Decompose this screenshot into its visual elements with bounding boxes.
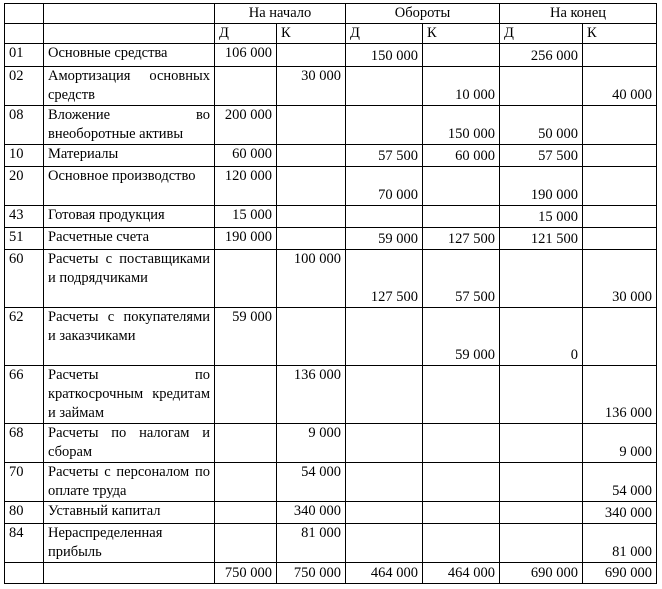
cell-start-credit: 136 000 — [277, 366, 346, 424]
table-row — [5, 250, 657, 308]
cell-turnover-debit: 59 000 — [346, 228, 423, 250]
account-name: Нераспределенная прибыль — [44, 524, 215, 563]
account-name: Расчеты с персоналом по оплате труда — [44, 463, 215, 502]
header-turnover-credit: К — [423, 24, 500, 44]
cell-start-debit — [215, 463, 277, 502]
table-row — [5, 502, 657, 524]
header-start-credit: К — [277, 24, 346, 44]
account-code: 66 — [5, 366, 44, 424]
cell-end-debit: 121 500 — [500, 228, 583, 250]
totals-blank-code — [5, 563, 44, 584]
cell-turnover-debit — [346, 366, 423, 424]
account-name: Вложение во внеоборотные активы — [44, 106, 215, 145]
cell-turnover-debit: 127 500 — [346, 250, 423, 308]
account-name: Расчеты по краткосрочным кредитам и займам — [44, 366, 215, 424]
cell-end-credit — [583, 145, 657, 167]
cell-turnover-debit: 70 000 — [346, 167, 423, 206]
cell-start-credit: 81 000 — [277, 524, 346, 563]
cell-turnover-credit — [423, 167, 500, 206]
cell-turnover-credit — [423, 366, 500, 424]
account-code: 02 — [5, 67, 44, 106]
table-row — [5, 106, 657, 145]
table-row — [5, 167, 657, 206]
cell-turnover-credit: 57 500 — [423, 250, 500, 308]
cell-start-debit: 106 000 — [215, 44, 277, 67]
header-end-debit: Д — [500, 24, 583, 44]
cell-turnover-credit — [423, 502, 500, 524]
table-row — [5, 44, 657, 67]
cell-end-credit — [583, 308, 657, 366]
account-code: 62 — [5, 308, 44, 366]
cell-turnover-credit — [423, 206, 500, 228]
account-name: Уставный капитал — [44, 502, 215, 524]
header-blank-code — [5, 4, 44, 24]
cell-end-credit: 54 000 — [583, 463, 657, 502]
cell-end-debit: 50 000 — [500, 106, 583, 145]
cell-start-credit — [277, 228, 346, 250]
cell-end-credit: 340 000 — [583, 502, 657, 524]
table-row — [5, 308, 657, 366]
account-code: 10 — [5, 145, 44, 167]
account-code: 60 — [5, 250, 44, 308]
account-name: Готовая продукция — [44, 206, 215, 228]
header-turnover-debit: Д — [346, 24, 423, 44]
table-row — [5, 366, 657, 424]
account-code: 70 — [5, 463, 44, 502]
cell-start-debit — [215, 366, 277, 424]
cell-start-credit — [277, 308, 346, 366]
total-end-credit: 690 000 — [583, 563, 657, 584]
account-code: 80 — [5, 502, 44, 524]
totals-blank-name — [44, 563, 215, 584]
cell-start-debit — [215, 250, 277, 308]
cell-start-credit — [277, 44, 346, 67]
cell-end-debit: 57 500 — [500, 145, 583, 167]
account-code: 68 — [5, 424, 44, 463]
header-turnover: Обороты — [346, 4, 500, 24]
account-code: 51 — [5, 228, 44, 250]
cell-end-credit — [583, 106, 657, 145]
account-name: Расчеты по налогам и сборам — [44, 424, 215, 463]
cell-end-debit — [500, 250, 583, 308]
cell-start-debit — [215, 524, 277, 563]
cell-start-debit: 200 000 — [215, 106, 277, 145]
cell-end-debit — [500, 67, 583, 106]
cell-end-credit: 9 000 — [583, 424, 657, 463]
cell-end-credit — [583, 228, 657, 250]
cell-start-debit: 59 000 — [215, 308, 277, 366]
header-start-debit: Д — [215, 24, 277, 44]
cell-turnover-debit — [346, 106, 423, 145]
cell-start-credit: 100 000 — [277, 250, 346, 308]
totals-row — [5, 563, 657, 584]
header-blank-name — [44, 4, 215, 24]
account-name: Материалы — [44, 145, 215, 167]
table-row — [5, 524, 657, 563]
cell-end-debit — [500, 502, 583, 524]
cell-turnover-debit — [346, 463, 423, 502]
cell-turnover-debit — [346, 67, 423, 106]
table-row — [5, 145, 657, 167]
table-row — [5, 67, 657, 106]
cell-start-credit — [277, 167, 346, 206]
cell-end-credit: 81 000 — [583, 524, 657, 563]
cell-turnover-debit — [346, 424, 423, 463]
account-name: Основные средства — [44, 44, 215, 67]
cell-turnover-credit — [423, 524, 500, 563]
cell-turnover-credit: 10 000 — [423, 67, 500, 106]
cell-start-credit: 54 000 — [277, 463, 346, 502]
table-row — [5, 228, 657, 250]
cell-turnover-debit — [346, 524, 423, 563]
cell-end-debit: 256 000 — [500, 44, 583, 67]
cell-start-debit — [215, 67, 277, 106]
cell-end-debit — [500, 424, 583, 463]
header-end-credit: К — [583, 24, 657, 44]
header-end: На конец — [500, 4, 657, 24]
cell-start-debit — [215, 424, 277, 463]
cell-end-debit — [500, 366, 583, 424]
cell-end-debit: 0 — [500, 308, 583, 366]
account-code: 01 — [5, 44, 44, 67]
account-code: 20 — [5, 167, 44, 206]
header-blank-code-2 — [5, 24, 44, 44]
cell-turnover-debit: 150 000 — [346, 44, 423, 67]
cell-end-credit — [583, 167, 657, 206]
table-row — [5, 424, 657, 463]
total-end-debit: 690 000 — [500, 563, 583, 584]
cell-start-credit: 30 000 — [277, 67, 346, 106]
account-name: Расчетные счета — [44, 228, 215, 250]
cell-turnover-credit: 150 000 — [423, 106, 500, 145]
cell-end-debit — [500, 463, 583, 502]
cell-start-credit — [277, 106, 346, 145]
total-start-debit: 750 000 — [215, 563, 277, 584]
cell-start-debit: 190 000 — [215, 228, 277, 250]
account-name: Расчеты с поставщиками и подрядчиками — [44, 250, 215, 308]
cell-end-debit — [500, 524, 583, 563]
cell-end-credit: 30 000 — [583, 250, 657, 308]
account-name: Основное производство — [44, 167, 215, 206]
table-row — [5, 206, 657, 228]
table-row — [5, 463, 657, 502]
cell-end-debit: 190 000 — [500, 167, 583, 206]
cell-turnover-credit: 60 000 — [423, 145, 500, 167]
cell-start-debit: 60 000 — [215, 145, 277, 167]
cell-turnover-credit: 59 000 — [423, 308, 500, 366]
account-name: Амортизация основных средств — [44, 67, 215, 106]
cell-end-credit — [583, 44, 657, 67]
header-blank-name-2 — [44, 24, 215, 44]
header-row-dk — [5, 24, 657, 44]
cell-turnover-credit — [423, 424, 500, 463]
total-start-credit: 750 000 — [277, 563, 346, 584]
cell-turnover-debit — [346, 206, 423, 228]
header-row-groups — [5, 4, 657, 24]
cell-start-credit — [277, 145, 346, 167]
cell-start-credit: 9 000 — [277, 424, 346, 463]
cell-start-credit — [277, 206, 346, 228]
balance-sheet-table — [4, 3, 657, 584]
cell-start-debit — [215, 502, 277, 524]
cell-turnover-debit — [346, 308, 423, 366]
total-turnover-debit: 464 000 — [346, 563, 423, 584]
account-code: 84 — [5, 524, 44, 563]
cell-end-credit: 40 000 — [583, 67, 657, 106]
cell-turnover-debit: 57 500 — [346, 145, 423, 167]
cell-start-credit: 340 000 — [277, 502, 346, 524]
total-turnover-credit: 464 000 — [423, 563, 500, 584]
account-code: 08 — [5, 106, 44, 145]
cell-turnover-credit — [423, 463, 500, 502]
cell-turnover-credit — [423, 44, 500, 67]
cell-turnover-debit — [346, 502, 423, 524]
cell-start-debit: 120 000 — [215, 167, 277, 206]
cell-start-debit: 15 000 — [215, 206, 277, 228]
cell-turnover-credit: 127 500 — [423, 228, 500, 250]
cell-end-credit — [583, 206, 657, 228]
header-start: На начало — [215, 4, 346, 24]
account-code: 43 — [5, 206, 44, 228]
account-name: Расчеты с покупателями и заказчиками — [44, 308, 215, 366]
cell-end-debit: 15 000 — [500, 206, 583, 228]
cell-end-credit: 136 000 — [583, 366, 657, 424]
